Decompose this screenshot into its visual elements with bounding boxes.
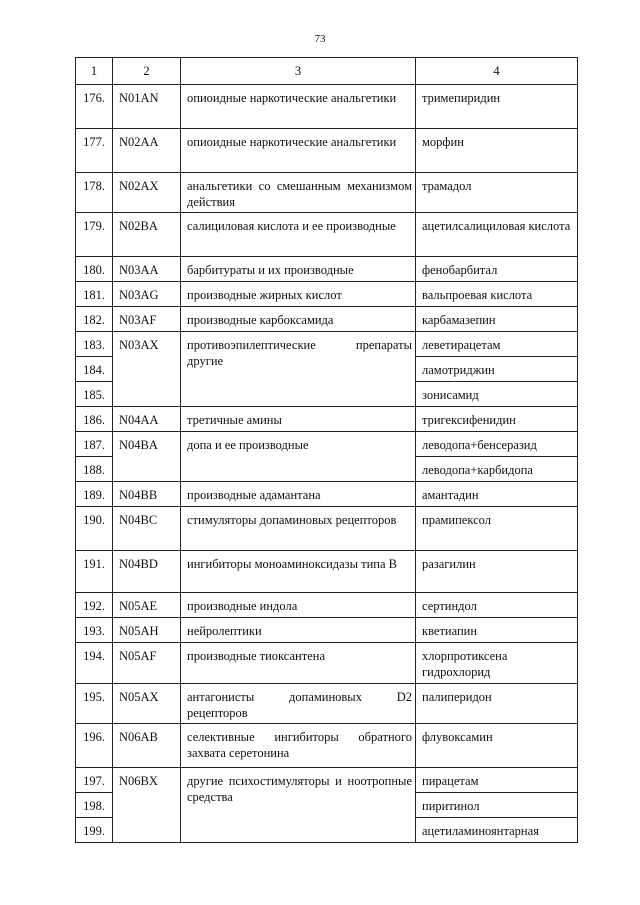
drug-name: тримепиридин	[416, 85, 578, 129]
row-number: 190.	[76, 507, 113, 551]
column-header-1: 1	[76, 58, 113, 85]
pharmacological-group: барбитураты и их производные	[181, 257, 416, 282]
table-row	[76, 307, 578, 332]
atc-code: N04BD	[113, 551, 181, 593]
row-number: 176.	[76, 85, 113, 129]
atc-code: N03AA	[113, 257, 181, 282]
pharmacological-group: производные тиоксантена	[181, 643, 416, 684]
column-header-3: 3	[181, 58, 416, 85]
atc-code: N05AX	[113, 684, 181, 724]
pharmacological-group: салициловая кислота и ее производные	[181, 213, 416, 257]
table-row	[76, 768, 578, 793]
drug-name: ацетиламиноянтарная	[416, 818, 578, 843]
row-number: 195.	[76, 684, 113, 724]
drug-name: палиперидон	[416, 684, 578, 724]
atc-code: N03AF	[113, 307, 181, 332]
drug-name: леводопа+карбидопа	[416, 457, 578, 482]
drug-name: хлорпротиксена гидрохлорид	[416, 643, 578, 684]
drug-name: флувоксамин	[416, 724, 578, 768]
column-header-2: 2	[113, 58, 181, 85]
pharmacological-group: производные индола	[181, 593, 416, 618]
table-row	[76, 593, 578, 618]
pharmacological-group: селективные ингибиторы обратного захвата серетонина	[181, 724, 416, 768]
table-row	[76, 282, 578, 307]
table-row	[76, 507, 578, 551]
table-row	[76, 643, 578, 684]
atc-code: N02BA	[113, 213, 181, 257]
row-number: 187.	[76, 432, 113, 457]
atc-code: N04BC	[113, 507, 181, 551]
drug-name: пиритинол	[416, 793, 578, 818]
atc-code: N05AF	[113, 643, 181, 684]
table-row	[76, 482, 578, 507]
atc-code: N04AA	[113, 407, 181, 432]
pharmacological-group: допа и ее производные	[181, 432, 416, 482]
table-row	[76, 332, 578, 357]
table-row	[76, 85, 578, 129]
table-row	[76, 173, 578, 213]
pharmacological-group: ингибиторы моноаминоксидазы типа B	[181, 551, 416, 593]
pharmacological-group: третичные амины	[181, 407, 416, 432]
table-row	[76, 213, 578, 257]
drug-name: ацетилсалициловая кислота	[416, 213, 578, 257]
drug-name: леветирацетам	[416, 332, 578, 357]
pharmacological-group: производные адамантана	[181, 482, 416, 507]
row-number: 178.	[76, 173, 113, 213]
table-row	[76, 129, 578, 173]
header-row	[76, 58, 578, 85]
row-number: 197.	[76, 768, 113, 793]
atc-code: N03AX	[113, 332, 181, 407]
atc-code: N02AX	[113, 173, 181, 213]
drug-name: леводопа+бенсеразид	[416, 432, 578, 457]
pharmacological-group: антагонисты допаминовых D2 рецепторов	[181, 684, 416, 724]
pharmacological-group: другие психостимуляторы и ноотропные средства	[181, 768, 416, 843]
row-number: 196.	[76, 724, 113, 768]
table-row	[76, 618, 578, 643]
atc-code: N04BB	[113, 482, 181, 507]
pharmacological-group: производные жирных кислот	[181, 282, 416, 307]
row-number: 182.	[76, 307, 113, 332]
drug-name: ламотриджин	[416, 357, 578, 382]
row-number: 186.	[76, 407, 113, 432]
row-number: 192.	[76, 593, 113, 618]
drug-name: фенобарбитал	[416, 257, 578, 282]
pharmacological-group: стимуляторы допаминовых рецепторов	[181, 507, 416, 551]
row-number: 183.	[76, 332, 113, 357]
row-number: 180.	[76, 257, 113, 282]
row-number: 177.	[76, 129, 113, 173]
drug-name: пирацетам	[416, 768, 578, 793]
drug-table	[75, 57, 578, 843]
atc-code: N04BA	[113, 432, 181, 482]
row-number: 185.	[76, 382, 113, 407]
drug-name: амантадин	[416, 482, 578, 507]
drug-name: кветиапин	[416, 618, 578, 643]
drug-name: сертиндол	[416, 593, 578, 618]
column-header-4: 4	[416, 58, 578, 85]
drug-name: зонисамид	[416, 382, 578, 407]
row-number: 198.	[76, 793, 113, 818]
drug-name: прамипексол	[416, 507, 578, 551]
pharmacological-group: противоэпилептические препараты другие	[181, 332, 416, 407]
row-number: 188.	[76, 457, 113, 482]
atc-code: N06AB	[113, 724, 181, 768]
row-number: 191.	[76, 551, 113, 593]
pharmacological-group: опиоидные наркотические анальгетики	[181, 129, 416, 173]
row-number: 193.	[76, 618, 113, 643]
pharmacological-group: опиоидные наркотические анальгетики	[181, 85, 416, 129]
table-body	[76, 85, 578, 843]
drug-name: карбамазепин	[416, 307, 578, 332]
table-row	[76, 257, 578, 282]
drug-name: вальпроевая кислота	[416, 282, 578, 307]
table-row	[76, 407, 578, 432]
page-number: 73	[314, 33, 326, 45]
drug-name: морфин	[416, 129, 578, 173]
pharmacological-group: нейролептики	[181, 618, 416, 643]
drug-name: разагилин	[416, 551, 578, 593]
atc-code: N01AN	[113, 85, 181, 129]
row-number: 194.	[76, 643, 113, 684]
atc-code: N05AE	[113, 593, 181, 618]
pharmacological-group: анальгетики со смешанным механизмом действия	[181, 173, 416, 213]
row-number: 199.	[76, 818, 113, 843]
table-row	[76, 551, 578, 593]
table-row	[76, 684, 578, 724]
row-number: 184.	[76, 357, 113, 382]
drug-name: тригексифенидин	[416, 407, 578, 432]
drug-name: трамадол	[416, 173, 578, 213]
table-row	[76, 432, 578, 457]
atc-code: N05AH	[113, 618, 181, 643]
row-number: 189.	[76, 482, 113, 507]
atc-code: N03AG	[113, 282, 181, 307]
pharmacological-group: производные карбоксамида	[181, 307, 416, 332]
atc-code: N06BX	[113, 768, 181, 843]
table-row	[76, 724, 578, 768]
atc-code: N02AA	[113, 129, 181, 173]
row-number: 179.	[76, 213, 113, 257]
row-number: 181.	[76, 282, 113, 307]
